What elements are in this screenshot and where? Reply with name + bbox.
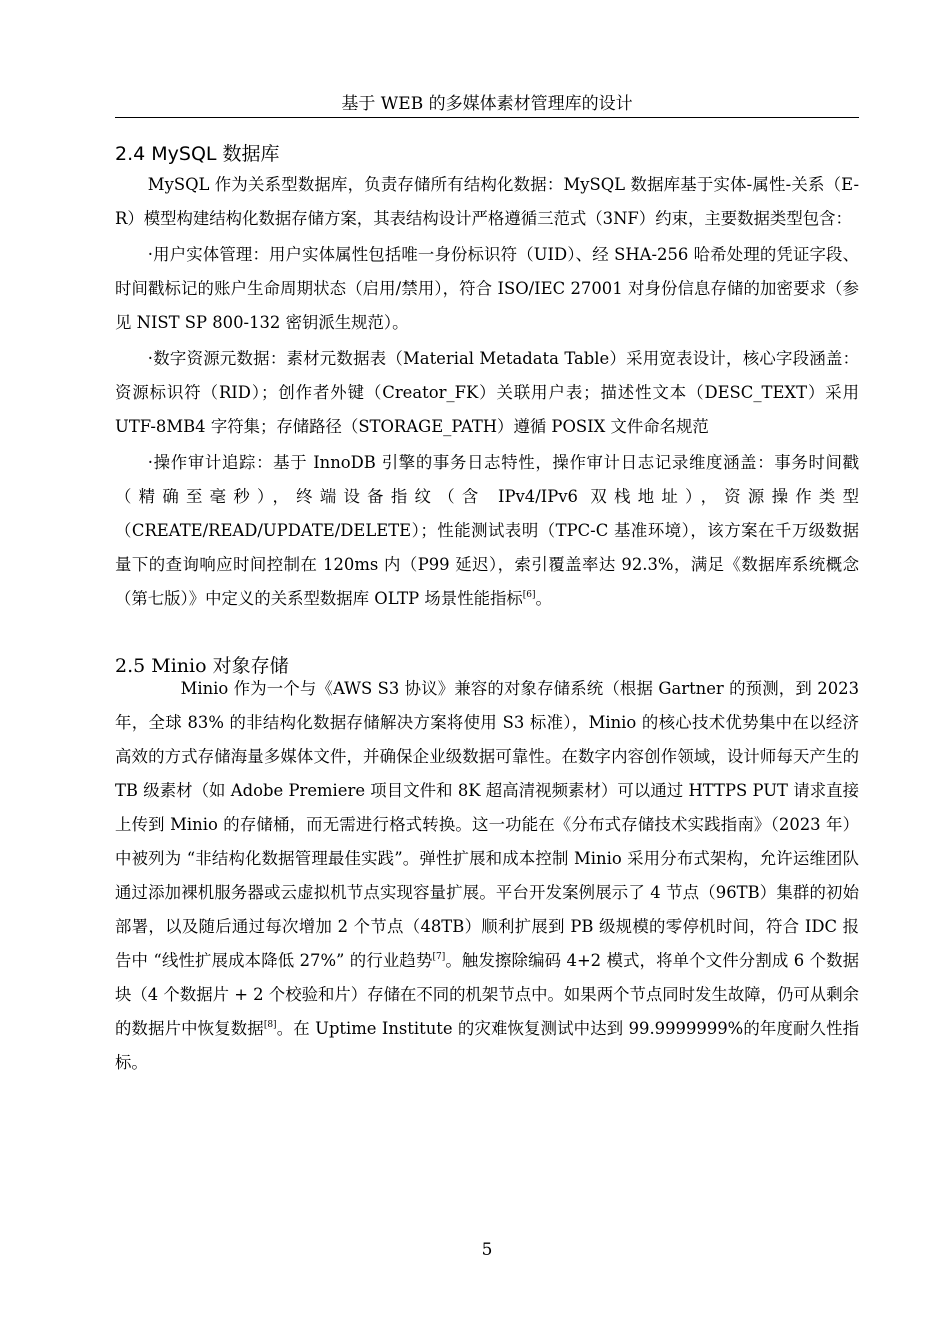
citation-7: [7] bbox=[432, 952, 446, 962]
bullet-audit-trail-end: 。 bbox=[535, 589, 552, 608]
section-2-4-heading: 2.4 MySQL 数据库 bbox=[115, 143, 280, 165]
bullet-audit-trail-text: ·操作审计追踪：基于 InnoDB 引擎的事务日志特性，操作审计日志记录维度涵盖：事务时间戳（精确至毫秒），终端设备指纹（含 IPv4/IPv6 双栈地址），资源操作类型（CREATE/READ/UPDATE/DELETE）；性能测试表明（TPC-C 基准环境），该方案在千万级数据量下的查询响应时间控制在 120ms 内（P99 延迟），索引覆盖率达 92.3%，满足《数据库系统概念（第七版）》中定义的关系型数据库 OLTP 场景性能指标 bbox=[115, 453, 859, 608]
section-2-5-body bbox=[115, 672, 859, 1080]
section-2-5-heading: 2.5 Minio 对象存储 bbox=[115, 655, 289, 677]
bullet-audit-trail bbox=[115, 446, 859, 616]
header-rule bbox=[115, 117, 859, 118]
running-header: 基于 WEB 的多媒体素材管理库的设计 bbox=[341, 94, 633, 114]
section-2-5-text-2: 。触发擦除编码 4+2 模式，将单个文件分割成 6 个数据块（4 个数据片 + 2 个校验和片）存储在不同的机架节点中。如果两个节点同时发生故障，仍可从剩余的数据片中恢复数据 bbox=[115, 951, 860, 1038]
section-2-4-intro: MySQL 作为关系型数据库，负责存储所有结构化数据：MySQL 数据库基于实体-属性-关系（E-R）模型构建结构化数据存储方案，其表结构设计严格遵循三范式（3NF）约束，主要数据类型包含： bbox=[115, 175, 859, 228]
section-2-5-text-3: 。在 Uptime Institute 的灾难恢复测试中达到 99.9999999%的年度耐久性指标。 bbox=[115, 1019, 859, 1072]
citation-8: [8] bbox=[263, 1020, 277, 1030]
section-2-5-text-1: Minio 作为一个与《AWS S3 协议》兼容的对象存储系统（根据 Gartner 的预测，到 2023 年，全球 83% 的非结构化数据存储解决方案将使用 S3 标准），Minio 的核心技术优势集中在以经济高效的方式存储海量多媒体文件，并确保企业级数据可靠性。在数字内容创作领域，设计师每天产生的 TB 级素材（如 Adobe Premiere 项目文件和 8K 超高清视频素材）可以通过 HTTPS PUT 请求直接上传到 Minio 的存储桶，而无需进行格式转换。这一功能在《分布式存储技术实践指南》（2023 年）中被列为 “非结构化数据管理最佳实践”。弹性扩展和成本控制 Minio 采用分布式架构，允许运维团队通过添加裸机服务器或云虚拟机节点实现容量扩展。平台开发案例展示了 4 节点（96TB）集群的初始部署，以及随后通过每次增加 2 个节点（48TB）顺利扩展到 PB 级规模的零停机时间，符合 IDC 报告中 “线性扩展成本降低 27%” 的行业趋势 bbox=[115, 679, 859, 970]
citation-6: [6] bbox=[522, 590, 536, 600]
page-content bbox=[115, 140, 859, 1080]
bullet-user-entity: ·用户实体管理：用户实体属性包括唯一身份标识符（UID）、经 SHA-256 哈希处理的凭证字段、时间戳标记的账户生命周期状态（启用/禁用），符合 ISO/IEC 27001 对身份信息存储的加密要求（参见 NIST SP 800-132 密钥派生规范）。 bbox=[115, 245, 859, 332]
page-number: 5 bbox=[481, 1240, 493, 1260]
bullet-resource-metadata: ·数字资源元数据：素材元数据表（Material Metadata Table）采用宽表设计，核心字段涵盖：资源标识符（RID）；创作者外键（Creator_FK）关联用户表；描述性文本（DESC_TEXT）采用 UTF-8MB4 字符集；存储路径（STORAGE_PATH）遵循 POSIX 文件命名规范 bbox=[115, 349, 859, 436]
